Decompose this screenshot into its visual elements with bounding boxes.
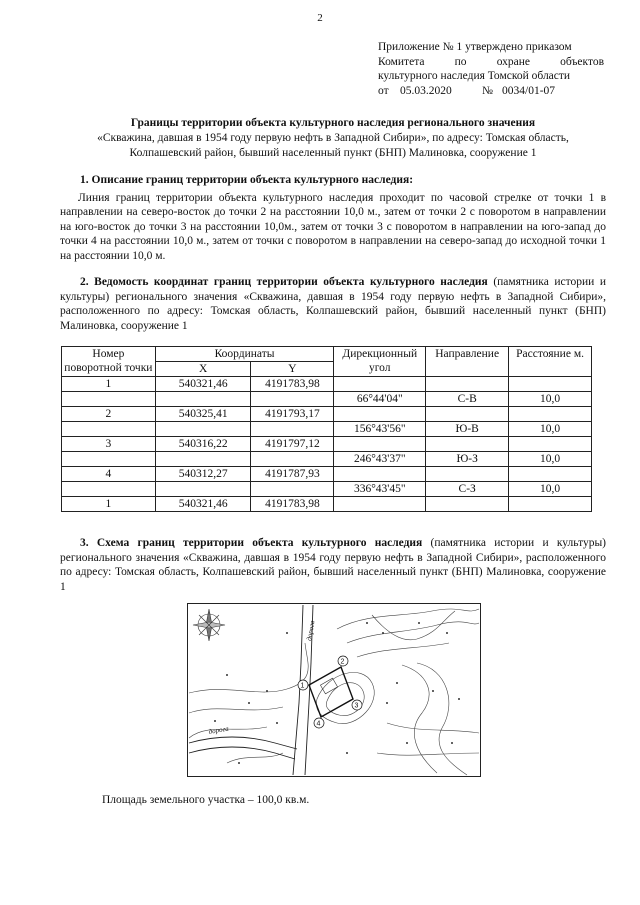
- header-angle: Дирекционный угол: [334, 347, 426, 377]
- road-label-1: дорога: [305, 619, 317, 642]
- table-row: 2 540325,41 4191793,17: [62, 407, 592, 422]
- section-2: [60, 275, 606, 333]
- section-1: [60, 173, 606, 264]
- land-area-text: Площадь земельного участка – 100,0 кв.м.: [102, 794, 310, 806]
- title-rest: «Скважина, давшая в 1954 году первую нефть в Западной Сибири», по адресу: Томская область, Колпашевский район, бывший населенный пункт (БНП) Малиновка, сооружение 1: [97, 132, 569, 159]
- table-row: 246°43'37" Ю-З 10,0: [62, 452, 592, 467]
- section-3: [60, 536, 606, 594]
- table-row: 156°43'56" Ю-В 10,0: [62, 422, 592, 437]
- document-title: [60, 116, 606, 161]
- header-distance: Расстояние м.: [509, 347, 592, 377]
- approval-line-2: Комитета по охране объектов: [378, 55, 605, 68]
- approval-block: [378, 40, 604, 98]
- coordinates-table: [61, 346, 592, 512]
- point-label-4: 4: [316, 720, 321, 728]
- table-row: 4 540312,27 4191787,93: [62, 467, 592, 482]
- table-row: 1 540321,46 4191783,98: [62, 497, 592, 512]
- header-y: Y: [251, 362, 334, 377]
- section-3-heading: 3. Схема границ территории объекта культурного наследия: [80, 537, 423, 549]
- header-x: X: [155, 362, 251, 377]
- table-row: 336°43'45" С-З 10,0: [62, 482, 592, 497]
- approval-date-line: от 05.03.2020 № 0034/01-07: [378, 84, 556, 97]
- section-2-text: (памятника истории и культуры) регионального значения «Скважина, давшая в 1954 году первую нефть в Западной Сибири», расположенного по адресу: Томская область, Колпашевский район, бывший населенный пункт (БНП) Малиновка, сооружение 1: [60, 276, 606, 332]
- page-number: 2: [317, 12, 323, 24]
- approval-line-3: культурного наследия Томской области: [378, 70, 571, 82]
- section-1-text: Линия границ территории объекта культурного наследия проходит по часовой стрелке от точки 1 в направлении на северо-восток до точки 2 на расстоянии 10,0 м., затем от точки 2 с поворотом в направлении на юго-восток до точки 3 на расстоянии 10,0м., затем от точки 3 с поворотом в направлении на юго-запад до точки 4 на расстоянии 10,0 м., затем от точки с поворотом в направлении на северо-запад до исходной точки 1 на расстоянии 10,0 м.: [60, 191, 606, 262]
- header-point: Номер поворотной точки: [62, 347, 156, 377]
- approval-line-1: Приложение № 1 утверждено приказом: [378, 41, 572, 53]
- section-2-heading: 2. Ведомость координат границ территории объекта культурного наследия: [80, 276, 488, 288]
- title-bold: Границы территории объекта культурного наследия регионального значения: [130, 117, 536, 129]
- section-3-text: (памятника истории и культуры) регионального значения «Скважина, давшая в 1954 году первую нефть в Западной Сибири», расположенного по адресу: Томская область, Колпашевский район, бывший населенный пункт (БНП) Малиновка, сооружение 1: [60, 537, 606, 593]
- point-label-3: 3: [354, 702, 359, 710]
- point-label-1: 1: [300, 682, 305, 690]
- boundary-scheme-map: [187, 603, 481, 777]
- header-direction: Направление: [426, 347, 509, 377]
- table-row: 3 540316,22 4191797,12: [62, 437, 592, 452]
- table-row: 1 540321,46 4191783,98: [62, 377, 592, 392]
- header-coords: Координаты: [155, 347, 334, 362]
- road-label-2: дорога: [207, 724, 230, 736]
- table-row: 66°44'04" С-В 10,0: [62, 392, 592, 407]
- section-1-heading: 1. Описание границ территории объекта культурного наследия:: [80, 174, 414, 186]
- point-label-2: 2: [340, 658, 345, 666]
